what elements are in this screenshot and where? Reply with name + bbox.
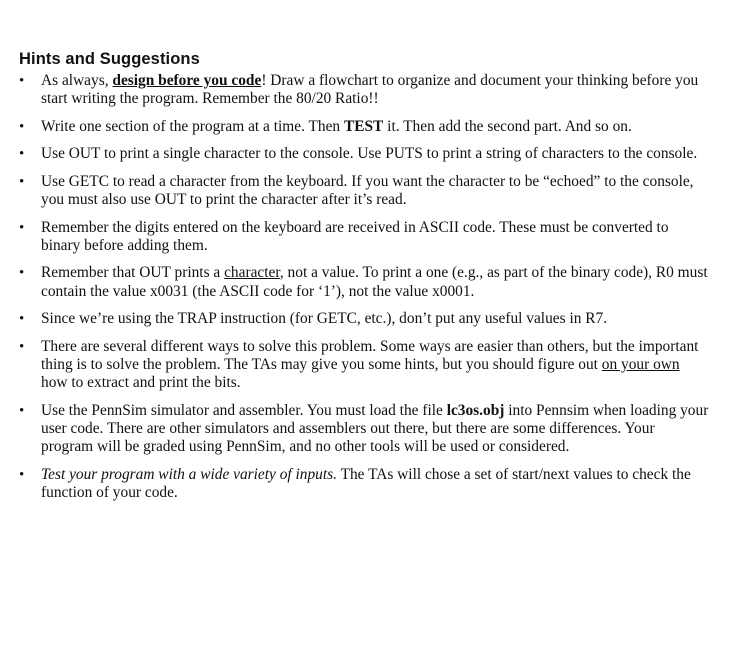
hint-text: , not a value. To print a one (e.g., as part of the binary code), R0 must contain the value x0031 (the ASCII code for ‘1’), not the value x0001. <box>41 264 708 300</box>
hint-text: Use OUT to print a single character to the console. Use PUTS to print a string of characters to the console. <box>41 145 698 163</box>
bullet-icon: • <box>19 338 25 355</box>
hint-item-test-sections <box>19 118 709 136</box>
bullet-icon: • <box>19 118 25 135</box>
document-page <box>19 50 709 512</box>
hints-list <box>19 72 709 502</box>
hint-emphasis: lc3os.obj <box>446 401 505 419</box>
bullet-icon: • <box>19 173 25 190</box>
hint-item-pennsim <box>19 402 709 457</box>
hint-text: The TAs will chose a set of start/next values to check the function of your code. <box>41 465 691 502</box>
hint-item-solve-problem <box>19 338 709 393</box>
bullet-icon: • <box>19 146 25 163</box>
bullet-icon: • <box>19 219 25 236</box>
bullet-icon: • <box>19 73 25 89</box>
hint-item-trap-r7 <box>19 310 709 328</box>
hint-item-out-character <box>19 264 709 301</box>
hint-text: Remember that OUT prints a <box>41 264 225 282</box>
hint-text: Use the PennSim simulator and assembler. You must load the file <box>41 401 447 419</box>
bullet-icon: • <box>19 265 25 282</box>
hint-emphasis: on your own <box>601 355 680 373</box>
section-heading: Hints and Suggestions <box>19 50 200 68</box>
hint-text: Remember the digits entered on the keyboard are received in ASCII code. These must be converted to binary before adding them. <box>41 218 669 254</box>
hint-item-design-first <box>19 72 709 109</box>
hint-item-getc <box>19 173 709 210</box>
hint-text: into Pennsim when loading your user code. There are other simulators and assemblers out there, but there are some differences. Your program will be graded using PennSim, and no other tools will be used or considered. <box>41 401 709 456</box>
hint-text: As always, <box>41 72 113 89</box>
hint-item-test-inputs <box>19 466 709 503</box>
hint-emphasis: character <box>224 264 280 282</box>
hint-emphasis: TEST <box>343 117 384 135</box>
bullet-icon: • <box>19 311 25 328</box>
hint-text: it. Then add the second part. And so on. <box>383 117 632 135</box>
hint-text: ! Draw a flowchart to organize and document your thinking before you start writing the program. Remember the 80/20 Ratio!! <box>41 72 699 108</box>
hint-text: Use GETC to read a character from the keyboard. If you want the character to be “echoed” to the console, you must also use OUT to print the character after it’s read. <box>41 172 694 209</box>
hint-text: Write one section of the program at a time. Then <box>41 117 344 135</box>
hint-text: There are several different ways to solve this problem. Some ways are easier than others, but the important thing is to solve the problem. The TAs may give you some hints, but you should figure out <box>41 337 699 373</box>
bullet-icon: • <box>19 402 25 419</box>
hint-item-ascii-digits <box>19 219 709 256</box>
hint-emphasis: design before you code <box>112 72 262 89</box>
hint-item-out-puts <box>19 145 709 163</box>
hint-text: Since we’re using the TRAP instruction (for GETC, etc.), don’t put any useful values in R7. <box>41 310 608 328</box>
bullet-icon: • <box>19 466 25 483</box>
hint-text: how to extract and print the bits. <box>41 374 241 392</box>
hint-emphasis: Test your program with a wide variety of inputs. <box>41 465 337 483</box>
